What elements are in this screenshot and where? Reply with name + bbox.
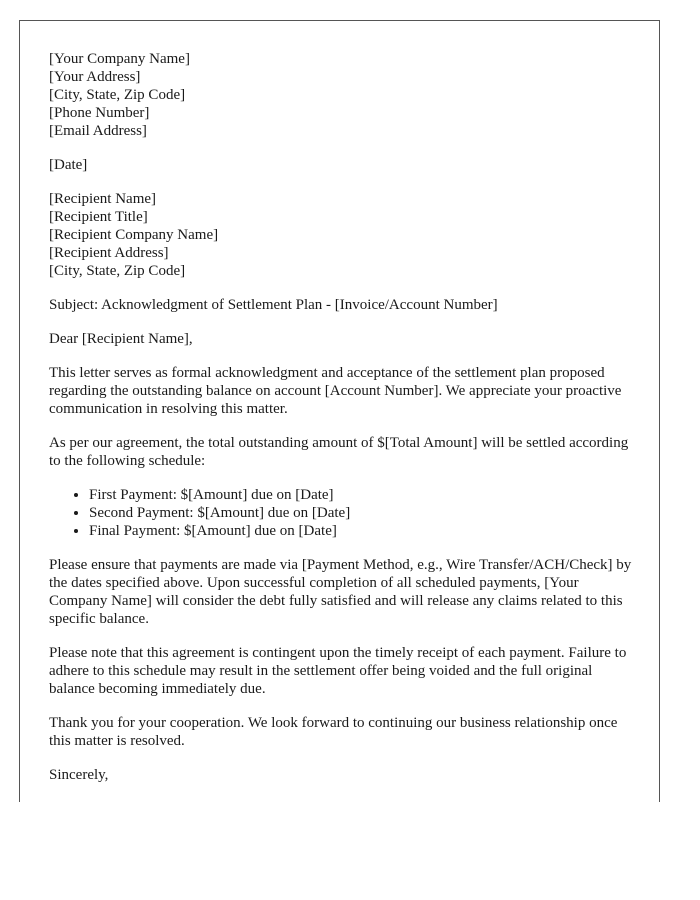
paragraph-thanks: Thank you for your cooperation. We look forward to continuing our business relationship once this matter is resolved. bbox=[49, 715, 618, 749]
sender-company: [Your Company Name] bbox=[49, 51, 190, 67]
list-item: • First Payment: $[Amount] due on [Date] bbox=[89, 486, 639, 504]
sender-block bbox=[49, 50, 639, 140]
paragraph-payment-method: Please ensure that payments are made via [Payment Method, e.g., Wire Transfer/ACH/Check] by the dates specified above. Upon successful completion of all scheduled payments, [Your Company Name] will consider the debt fully satisfied and will release any claims related to this specific balance. bbox=[49, 557, 632, 627]
recipient-company: [Recipient Company Name] bbox=[49, 227, 219, 243]
closing: Sincerely, bbox=[49, 767, 109, 783]
sender-phone: [Phone Number] bbox=[49, 105, 150, 121]
recipient-city-state-zip: [City, State, Zip Code] bbox=[49, 263, 186, 279]
payment-schedule-list bbox=[49, 486, 639, 540]
letter-date: [Date] bbox=[49, 157, 88, 173]
paragraph-contingency: Please note that this agreement is contingent upon the timely receipt of each payment. Failure to adhere to this schedule may result in the settlement offer being voided and the full original balance becoming immediately due. bbox=[49, 645, 627, 697]
recipient-address: [Recipient Address] bbox=[49, 245, 169, 261]
recipient-block bbox=[49, 190, 639, 280]
sender-email: [Email Address] bbox=[49, 123, 147, 139]
list-item: • Final Payment: $[Amount] due on [Date] bbox=[89, 522, 639, 540]
recipient-title: [Recipient Title] bbox=[49, 209, 148, 225]
letter-content bbox=[49, 50, 639, 800]
list-item: • Second Payment: $[Amount] due on [Date] bbox=[89, 504, 639, 522]
paragraph-acknowledgment: This letter serves as formal acknowledgment and acceptance of the settlement plan proposed regarding the outstanding balance on account [Account Number]. We appreciate your proactive communication in resolving this matter. bbox=[49, 365, 622, 417]
paragraph-agreement: As per our agreement, the total outstanding amount of $[Total Amount] will be settled according to the following schedule: bbox=[49, 435, 629, 469]
salutation: Dear [Recipient Name], bbox=[49, 331, 193, 347]
letter-page bbox=[19, 20, 660, 802]
sender-address: [Your Address] bbox=[49, 69, 141, 85]
subject-line: Subject: Acknowledgment of Settlement Plan - [Invoice/Account Number] bbox=[49, 297, 498, 313]
sender-city-state-zip: [City, State, Zip Code] bbox=[49, 87, 186, 103]
recipient-name: [Recipient Name] bbox=[49, 191, 157, 207]
